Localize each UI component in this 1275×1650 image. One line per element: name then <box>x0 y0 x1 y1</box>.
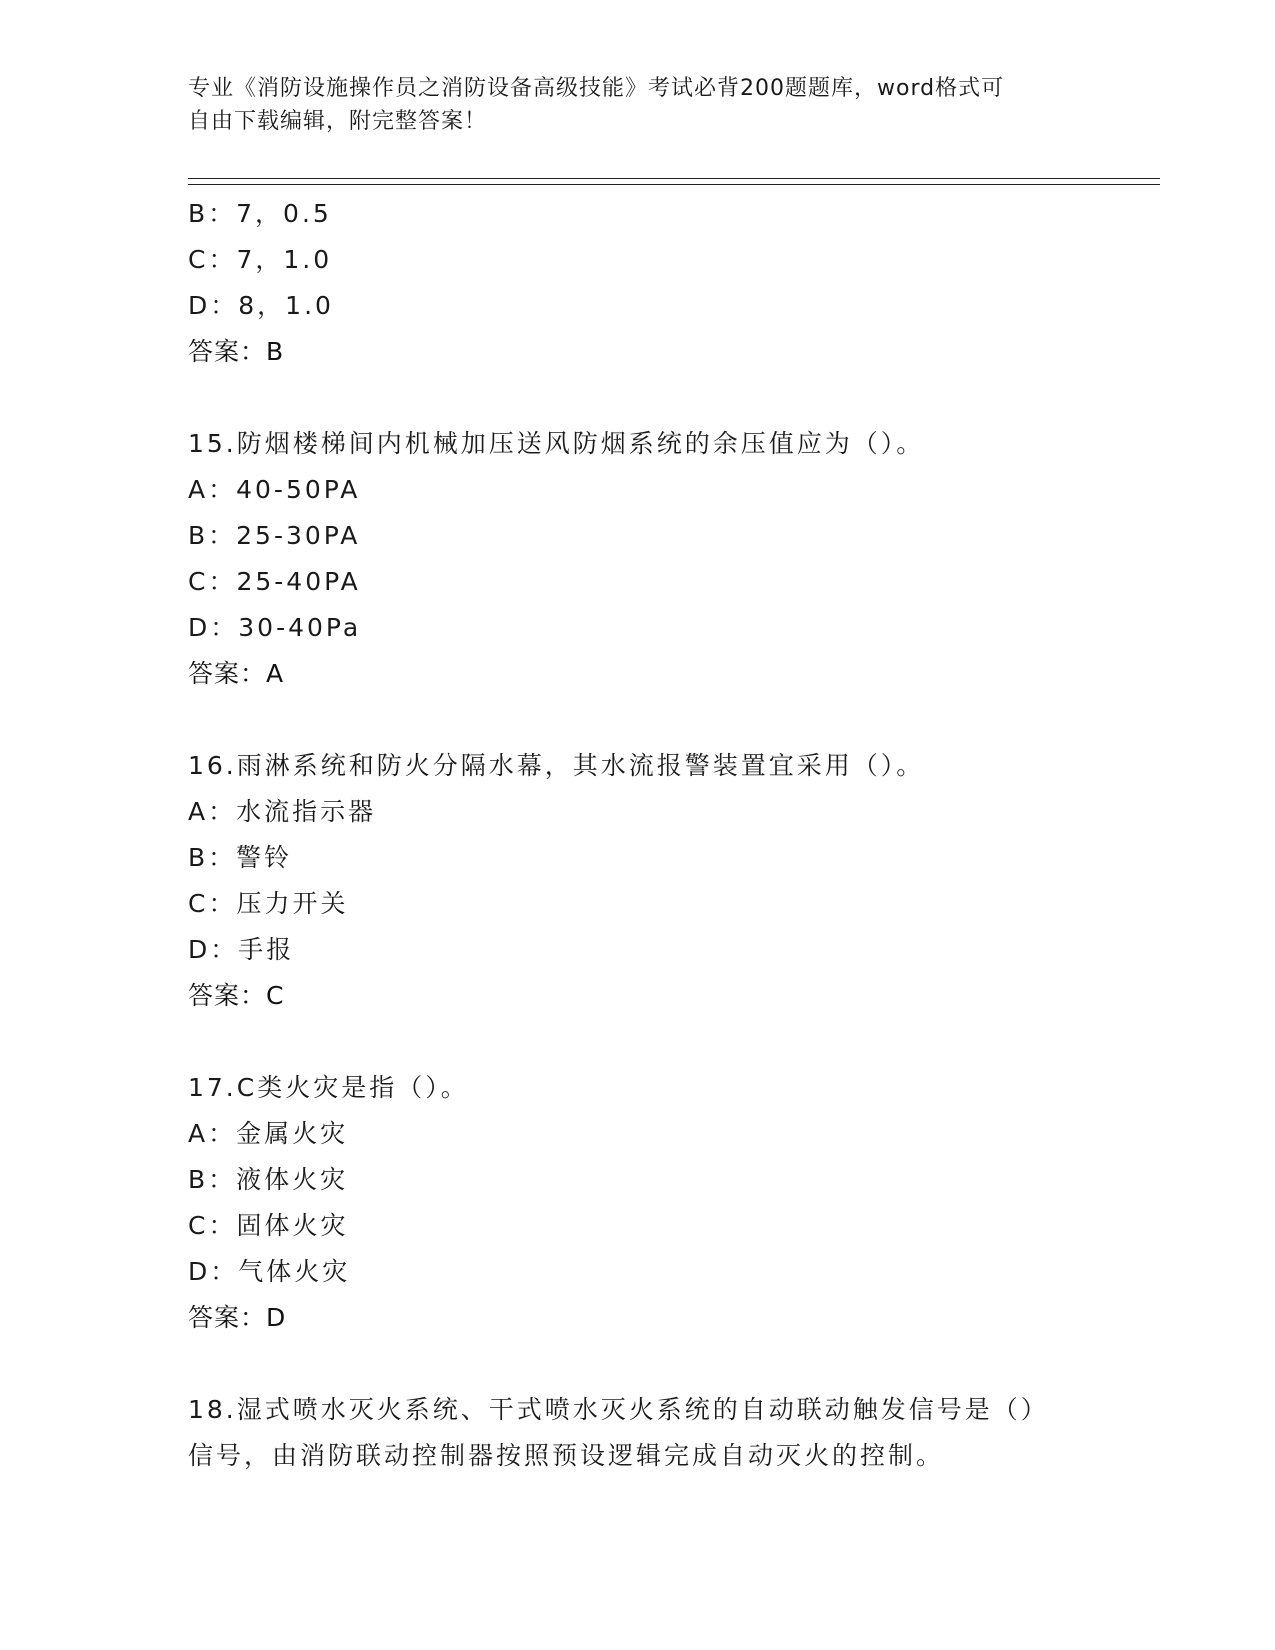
header-divider-bottom <box>188 184 1160 185</box>
option-c <box>188 237 1088 283</box>
option-text: 水流指示器 <box>236 797 377 826</box>
option-b <box>188 191 1088 237</box>
option-letter: B： <box>188 1165 237 1194</box>
option-a <box>188 467 1088 513</box>
option-letter: C： <box>188 1211 237 1240</box>
answer-line: 答案：B <box>188 337 285 366</box>
option-letter: B： <box>188 199 237 228</box>
option-letter: A： <box>188 1119 237 1148</box>
option-d <box>188 1249 1088 1295</box>
option-letter: B： <box>188 521 237 550</box>
option-b <box>188 835 1088 881</box>
option-letter: C： <box>188 889 237 918</box>
option-letter: C： <box>188 245 237 274</box>
option-text: 气体火灾 <box>238 1257 351 1286</box>
option-text: 金属火灾 <box>236 1119 349 1148</box>
option-text: 25-40PA <box>236 567 361 596</box>
question-stem-line-1: 18.湿式喷水灭火系统、干式喷水灭火系统的自动联动触发信号是（） <box>188 1395 1049 1424</box>
question-stem: 15.防烟楼梯间内机械加压送风防烟系统的余压值应为（）。 <box>188 429 925 458</box>
option-d <box>188 605 1088 651</box>
question-17 <box>188 1065 1088 1341</box>
option-a <box>188 1111 1088 1157</box>
option-text: 40-50PA <box>236 475 361 504</box>
spacer <box>188 375 1088 421</box>
question-16 <box>188 743 1088 1019</box>
option-d <box>188 927 1088 973</box>
header-line-2: 自由下载编辑，附完整答案！ <box>188 109 488 134</box>
option-text: 25-30PA <box>236 521 361 550</box>
answer-line: 答案：A <box>188 659 285 688</box>
question-content <box>188 191 1088 1479</box>
option-letter: D： <box>188 291 239 320</box>
spacer <box>188 1341 1088 1387</box>
question-stem: 17.C类火灾是指（）。 <box>188 1073 469 1102</box>
option-text: 30-40Pa <box>238 613 362 642</box>
question-stem: 16.雨淋系统和防火分隔水幕，其水流报警装置宜采用（）。 <box>188 751 925 780</box>
option-text: 压力开关 <box>236 889 349 918</box>
prev-question-block <box>188 191 1088 375</box>
option-text: 固体火灾 <box>236 1211 349 1240</box>
option-c <box>188 559 1088 605</box>
option-text: 液体火灾 <box>236 1165 349 1194</box>
option-letter: D： <box>188 1257 239 1286</box>
option-letter: D： <box>188 935 239 964</box>
spacer <box>188 697 1088 743</box>
option-letter: C： <box>188 567 237 596</box>
document-header <box>188 72 1068 138</box>
option-c <box>188 881 1088 927</box>
option-letter: D： <box>188 613 239 642</box>
header-divider-top <box>188 178 1160 179</box>
question-15 <box>188 421 1088 697</box>
question-18 <box>188 1387 1088 1479</box>
option-d <box>188 283 1088 329</box>
option-text: 7，1.0 <box>236 245 333 274</box>
option-a <box>188 789 1088 835</box>
option-text: 手报 <box>238 935 295 964</box>
option-text: 警铃 <box>236 843 293 872</box>
spacer <box>188 1019 1088 1065</box>
option-text: 8，1.0 <box>238 291 334 320</box>
option-text: 7，0.5 <box>236 199 332 228</box>
option-letter: A： <box>188 797 237 826</box>
option-b <box>188 513 1088 559</box>
option-letter: A： <box>188 475 237 504</box>
question-stem-line-2: 信号，由消防联动控制器按照预设逻辑完成自动灭火的控制。 <box>188 1441 945 1470</box>
option-letter: B： <box>188 843 237 872</box>
option-b <box>188 1157 1088 1203</box>
header-line-1: 专业《消防设施操作员之消防设备高级技能》考试必背200题题库，word格式可 <box>188 76 1005 101</box>
answer-line: 答案：C <box>188 981 285 1010</box>
answer-line: 答案：D <box>188 1303 287 1332</box>
option-c <box>188 1203 1088 1249</box>
